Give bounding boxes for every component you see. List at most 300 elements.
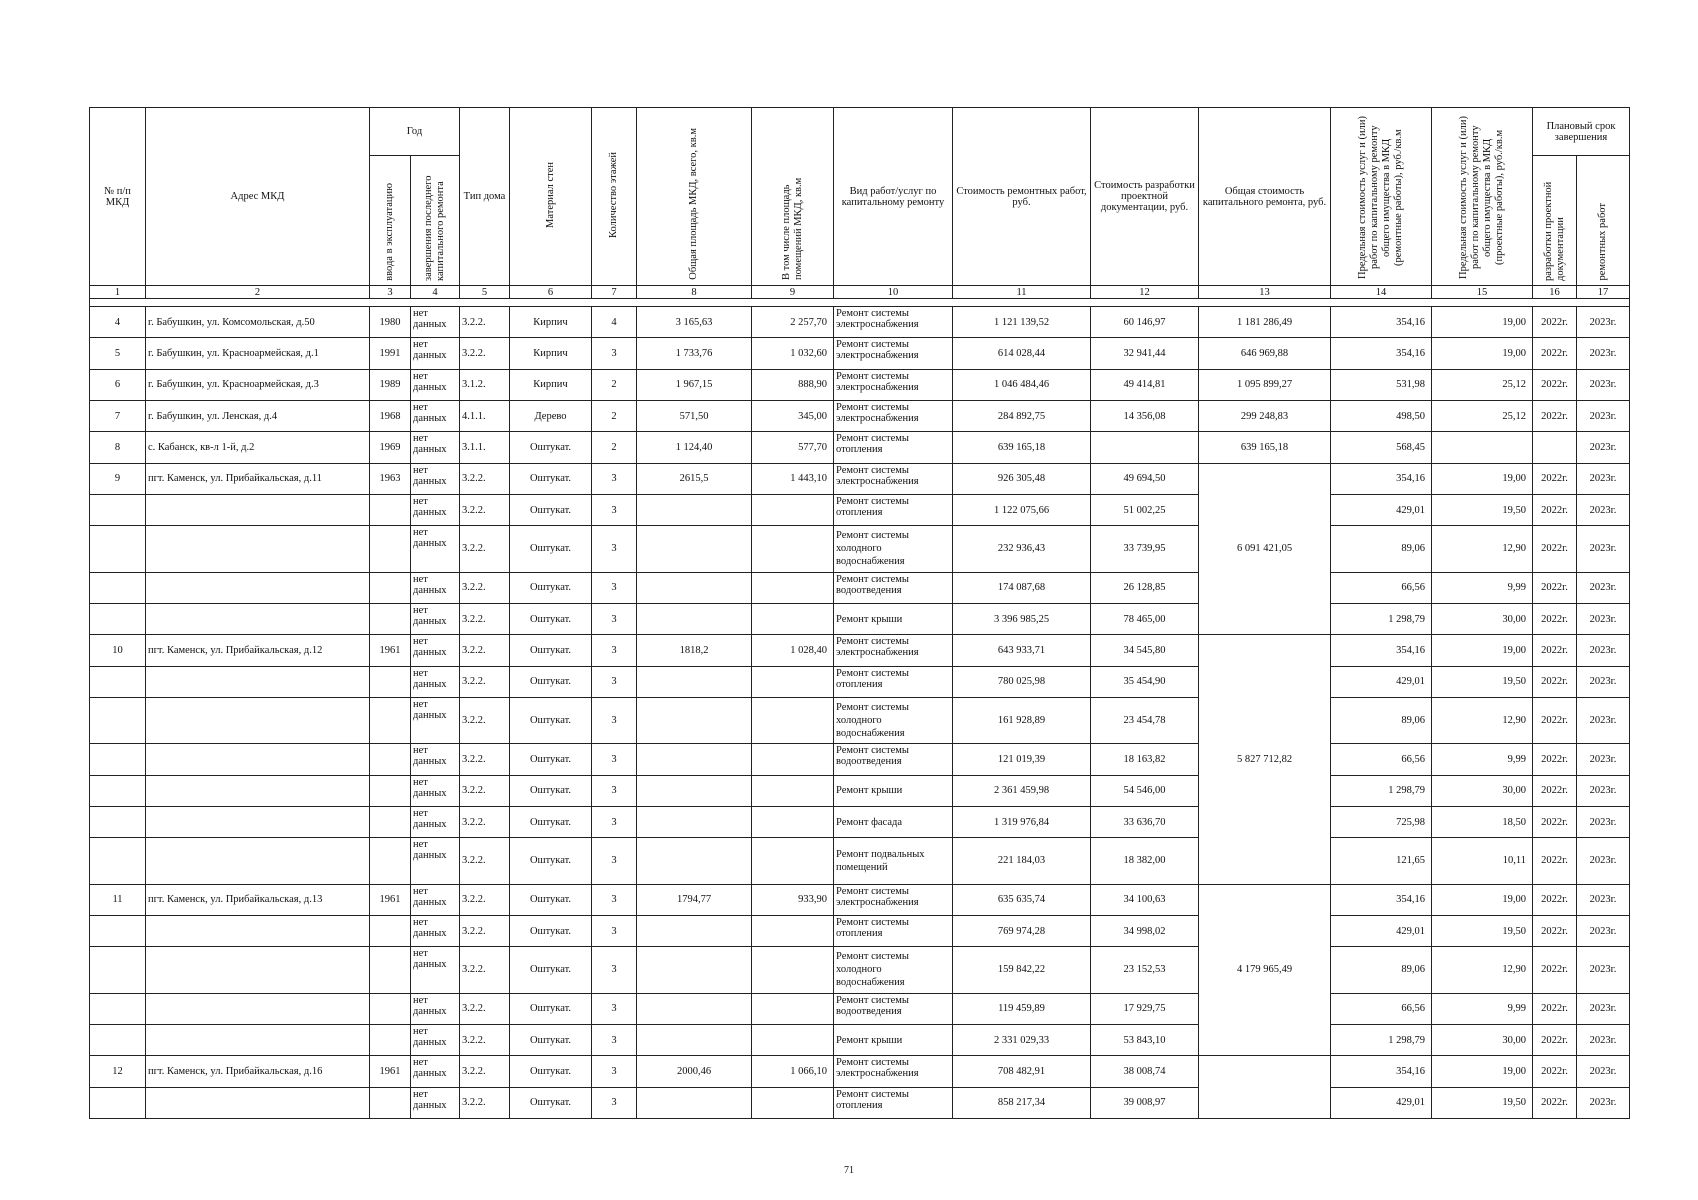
repair-cost-cell: 769 974,28 bbox=[953, 915, 1091, 946]
address-cell: с. Кабанск, кв-л 1-й, д.2 bbox=[146, 432, 370, 463]
limit-repair-cell: 354,16 bbox=[1331, 635, 1432, 666]
house-type-cell: 3.2.2. bbox=[460, 915, 510, 946]
plan-design-cell: 2022г. bbox=[1533, 993, 1577, 1024]
repair-cost-cell: 161 928,89 bbox=[953, 697, 1091, 743]
repair-cost-cell: 121 019,39 bbox=[953, 744, 1091, 775]
floors-cell: 3 bbox=[592, 806, 637, 837]
plan-repair-cell: 2023г. bbox=[1577, 463, 1630, 494]
table-row bbox=[90, 915, 1630, 946]
plan-repair-cell: 2023г. bbox=[1577, 697, 1630, 743]
column-number: 6 bbox=[510, 286, 592, 299]
year-commission-cell: 1961 bbox=[370, 1056, 411, 1087]
plan-repair-cell: 2023г. bbox=[1577, 1087, 1630, 1118]
plan-repair-cell: 2023г. bbox=[1577, 884, 1630, 915]
year-commission-cell: 1961 bbox=[370, 884, 411, 915]
house-type-cell: 3.2.2. bbox=[460, 744, 510, 775]
header-house-type: Тип дома bbox=[460, 108, 510, 286]
repair-cost-cell: 635 635,74 bbox=[953, 884, 1091, 915]
header-total-area: Общая площадь МКД, всего, кв.м bbox=[637, 108, 752, 286]
year-commission-cell: 1963 bbox=[370, 463, 411, 494]
year-last-repair-cell: нет данных bbox=[411, 744, 460, 775]
limit-design-cell bbox=[1432, 432, 1533, 463]
total-area-cell: 2615,5 bbox=[637, 463, 752, 494]
header-year-commission: ввода в эксплуатацию bbox=[370, 156, 411, 286]
design-cost-cell: 33 636,70 bbox=[1091, 806, 1199, 837]
plan-design-cell: 2022г. bbox=[1533, 1056, 1577, 1087]
plan-design-cell: 2022г. bbox=[1533, 603, 1577, 634]
design-cost-cell: 34 998,02 bbox=[1091, 915, 1199, 946]
column-number: 12 bbox=[1091, 286, 1199, 299]
limit-design-cell: 25,12 bbox=[1432, 369, 1533, 400]
table-row bbox=[90, 993, 1630, 1024]
column-number-row bbox=[90, 286, 1630, 299]
column-number: 8 bbox=[637, 286, 752, 299]
design-cost-cell: 60 146,97 bbox=[1091, 307, 1199, 338]
premises-area-cell: 1 028,40 bbox=[752, 635, 834, 666]
limit-repair-cell: 66,56 bbox=[1331, 572, 1432, 603]
row-number bbox=[90, 697, 146, 743]
wall-material-cell: Оштукат. bbox=[510, 1087, 592, 1118]
house-type-cell: 3.2.2. bbox=[460, 838, 510, 884]
header-premises-area: В том числе площадь помещений МКД, кв.м bbox=[752, 108, 834, 286]
year-commission-cell bbox=[370, 744, 411, 775]
limit-repair-cell: 66,56 bbox=[1331, 993, 1432, 1024]
limit-design-cell: 19,00 bbox=[1432, 1056, 1533, 1087]
column-number: 10 bbox=[834, 286, 953, 299]
premises-area-cell bbox=[752, 915, 834, 946]
table-row bbox=[90, 400, 1630, 431]
total-area-cell: 1 124,40 bbox=[637, 432, 752, 463]
house-type-cell: 3.2.2. bbox=[460, 775, 510, 806]
address-cell: г. Бабушкин, ул. Красноармейская, д.1 bbox=[146, 338, 370, 369]
wall-material-cell: Оштукат. bbox=[510, 494, 592, 525]
table-row bbox=[90, 603, 1630, 634]
column-number: 13 bbox=[1199, 286, 1331, 299]
total-cost-cell bbox=[1199, 1056, 1331, 1119]
repair-cost-cell: 232 936,43 bbox=[953, 526, 1091, 572]
premises-area-cell bbox=[752, 603, 834, 634]
floors-cell: 2 bbox=[592, 400, 637, 431]
repair-cost-cell: 643 933,71 bbox=[953, 635, 1091, 666]
total-area-cell bbox=[637, 775, 752, 806]
design-cost-cell: 32 941,44 bbox=[1091, 338, 1199, 369]
floors-cell: 3 bbox=[592, 947, 637, 993]
year-last-repair-cell: нет данных bbox=[411, 993, 460, 1024]
table-row bbox=[90, 369, 1630, 400]
plan-design-cell: 2022г. bbox=[1533, 1025, 1577, 1056]
work-type-cell: Ремонт системы водоотведения bbox=[834, 993, 953, 1024]
floors-cell: 3 bbox=[592, 884, 637, 915]
wall-material-cell: Оштукат. bbox=[510, 635, 592, 666]
design-cost-cell: 39 008,97 bbox=[1091, 1087, 1199, 1118]
header-year: Год bbox=[370, 108, 460, 156]
table-row bbox=[90, 307, 1630, 338]
year-last-repair-cell: нет данных bbox=[411, 635, 460, 666]
premises-area-cell bbox=[752, 572, 834, 603]
house-type-cell: 3.2.2. bbox=[460, 463, 510, 494]
limit-design-cell: 19,00 bbox=[1432, 463, 1533, 494]
premises-area-cell bbox=[752, 838, 834, 884]
limit-repair-cell: 354,16 bbox=[1331, 1056, 1432, 1087]
total-area-cell bbox=[637, 947, 752, 993]
repair-cost-cell: 174 087,68 bbox=[953, 572, 1091, 603]
total-cost-cell: 4 179 965,49 bbox=[1199, 884, 1331, 1056]
wall-material-cell: Кирпич bbox=[510, 338, 592, 369]
work-type-cell: Ремонт системы водоотведения bbox=[834, 572, 953, 603]
plan-repair-cell: 2023г. bbox=[1577, 338, 1630, 369]
address-cell bbox=[146, 603, 370, 634]
repair-cost-cell: 1 122 075,66 bbox=[953, 494, 1091, 525]
work-type-cell: Ремонт крыши bbox=[834, 603, 953, 634]
premises-area-cell: 345,00 bbox=[752, 400, 834, 431]
year-commission-cell bbox=[370, 494, 411, 525]
premises-area-cell bbox=[752, 666, 834, 697]
work-type-cell: Ремонт крыши bbox=[834, 775, 953, 806]
wall-material-cell: Оштукат. bbox=[510, 806, 592, 837]
plan-design-cell: 2022г. bbox=[1533, 947, 1577, 993]
year-last-repair-cell: нет данных bbox=[411, 884, 460, 915]
house-type-cell: 3.2.2. bbox=[460, 1087, 510, 1118]
row-number: 5 bbox=[90, 338, 146, 369]
house-type-cell: 3.2.2. bbox=[460, 697, 510, 743]
total-area-cell: 1 967,15 bbox=[637, 369, 752, 400]
total-area-cell: 1794,77 bbox=[637, 884, 752, 915]
total-cost-cell: 646 969,88 bbox=[1199, 338, 1331, 369]
table-row bbox=[90, 666, 1630, 697]
row-number bbox=[90, 494, 146, 525]
table-row bbox=[90, 1056, 1630, 1087]
total-area-cell bbox=[637, 1087, 752, 1118]
house-type-cell: 3.2.2. bbox=[460, 307, 510, 338]
work-type-cell: Ремонт системы отопления bbox=[834, 494, 953, 525]
house-type-cell: 3.2.2. bbox=[460, 338, 510, 369]
row-number bbox=[90, 1025, 146, 1056]
repair-cost-cell: 1 046 484,46 bbox=[953, 369, 1091, 400]
plan-design-cell: 2022г. bbox=[1533, 463, 1577, 494]
row-number: 12 bbox=[90, 1056, 146, 1087]
year-last-repair-cell: нет данных bbox=[411, 775, 460, 806]
header-total-cost: Общая стоимость капитального ремонта, руб. bbox=[1199, 108, 1331, 286]
wall-material-cell: Оштукат. bbox=[510, 666, 592, 697]
limit-design-cell: 30,00 bbox=[1432, 603, 1533, 634]
year-last-repair-cell: нет данных bbox=[411, 1056, 460, 1087]
repair-cost-cell: 3 396 985,25 bbox=[953, 603, 1091, 634]
address-cell: г. Бабушкин, ул. Красноармейская, д.3 bbox=[146, 369, 370, 400]
total-area-cell bbox=[637, 603, 752, 634]
wall-material-cell: Оштукат. bbox=[510, 993, 592, 1024]
limit-design-cell: 10,11 bbox=[1432, 838, 1533, 884]
year-commission-cell bbox=[370, 1087, 411, 1118]
row-number: 7 bbox=[90, 400, 146, 431]
limit-design-cell: 30,00 bbox=[1432, 775, 1533, 806]
column-number: 16 bbox=[1533, 286, 1577, 299]
wall-material-cell: Оштукат. bbox=[510, 432, 592, 463]
floors-cell: 3 bbox=[592, 635, 637, 666]
year-last-repair-cell: нет данных bbox=[411, 697, 460, 743]
row-number: 10 bbox=[90, 635, 146, 666]
premises-area-cell: 888,90 bbox=[752, 369, 834, 400]
table-row bbox=[90, 806, 1630, 837]
house-type-cell: 3.1.1. bbox=[460, 432, 510, 463]
premises-area-cell bbox=[752, 775, 834, 806]
limit-repair-cell: 498,50 bbox=[1331, 400, 1432, 431]
address-cell bbox=[146, 775, 370, 806]
plan-repair-cell: 2023г. bbox=[1577, 947, 1630, 993]
row-number: 6 bbox=[90, 369, 146, 400]
floors-cell: 3 bbox=[592, 1025, 637, 1056]
house-type-cell: 3.2.2. bbox=[460, 806, 510, 837]
premises-area-cell bbox=[752, 494, 834, 525]
premises-area-cell bbox=[752, 1025, 834, 1056]
row-number: 4 bbox=[90, 307, 146, 338]
plan-design-cell: 2022г. bbox=[1533, 838, 1577, 884]
design-cost-cell: 18 382,00 bbox=[1091, 838, 1199, 884]
house-type-cell: 3.2.2. bbox=[460, 1056, 510, 1087]
address-cell bbox=[146, 838, 370, 884]
limit-design-cell: 9,99 bbox=[1432, 572, 1533, 603]
work-type-cell: Ремонт системы электроснабжения bbox=[834, 635, 953, 666]
plan-design-cell: 2022г. bbox=[1533, 400, 1577, 431]
column-number: 3 bbox=[370, 286, 411, 299]
premises-area-cell bbox=[752, 697, 834, 743]
limit-repair-cell: 1 298,79 bbox=[1331, 775, 1432, 806]
total-area-cell bbox=[637, 572, 752, 603]
house-type-cell: 3.2.2. bbox=[460, 603, 510, 634]
floors-cell: 3 bbox=[592, 526, 637, 572]
header-limit-design: Предельная стоимость услуг и (или) работ по капитальному ремонту общего имущества в МКД (проектные работы), руб./кв.м bbox=[1432, 108, 1533, 286]
premises-area-cell bbox=[752, 806, 834, 837]
plan-design-cell: 2022г. bbox=[1533, 307, 1577, 338]
plan-design-cell: 2022г. bbox=[1533, 1087, 1577, 1118]
table-row bbox=[90, 775, 1630, 806]
page-number: 71 bbox=[844, 1165, 854, 1176]
design-cost-cell: 33 739,95 bbox=[1091, 526, 1199, 572]
column-number: 9 bbox=[752, 286, 834, 299]
limit-design-cell: 19,00 bbox=[1432, 635, 1533, 666]
floors-cell: 3 bbox=[592, 338, 637, 369]
total-area-cell bbox=[637, 1025, 752, 1056]
table-row bbox=[90, 463, 1630, 494]
house-type-cell: 3.2.2. bbox=[460, 572, 510, 603]
header-plan-term: Плановый срок завершения bbox=[1533, 108, 1630, 156]
total-area-cell bbox=[637, 744, 752, 775]
row-number: 11 bbox=[90, 884, 146, 915]
total-area-cell: 2000,46 bbox=[637, 1056, 752, 1087]
table-row bbox=[90, 338, 1630, 369]
work-type-cell: Ремонт системы холодного водоснабжения bbox=[834, 947, 953, 993]
premises-area-cell bbox=[752, 526, 834, 572]
year-commission-cell bbox=[370, 697, 411, 743]
plan-repair-cell: 2023г. bbox=[1577, 775, 1630, 806]
plan-repair-cell: 2023г. bbox=[1577, 369, 1630, 400]
header-year-last-repair: завершения последнего капитального ремонта bbox=[411, 156, 460, 286]
column-number: 1 bbox=[90, 286, 146, 299]
house-type-cell: 3.1.2. bbox=[460, 369, 510, 400]
total-area-cell: 571,50 bbox=[637, 400, 752, 431]
repair-cost-cell: 119 459,89 bbox=[953, 993, 1091, 1024]
floors-cell: 3 bbox=[592, 838, 637, 884]
floors-cell: 3 bbox=[592, 666, 637, 697]
row-number bbox=[90, 947, 146, 993]
plan-repair-cell: 2023г. bbox=[1577, 1056, 1630, 1087]
work-type-cell: Ремонт системы электроснабжения bbox=[834, 400, 953, 431]
wall-material-cell: Оштукат. bbox=[510, 838, 592, 884]
limit-repair-cell: 89,06 bbox=[1331, 526, 1432, 572]
limit-repair-cell: 1 298,79 bbox=[1331, 603, 1432, 634]
year-last-repair-cell: нет данных bbox=[411, 400, 460, 431]
wall-material-cell: Оштукат. bbox=[510, 697, 592, 743]
plan-repair-cell: 2023г. bbox=[1577, 993, 1630, 1024]
year-commission-cell bbox=[370, 1025, 411, 1056]
repair-cost-cell: 614 028,44 bbox=[953, 338, 1091, 369]
design-cost-cell: 49 694,50 bbox=[1091, 463, 1199, 494]
total-area-cell bbox=[637, 697, 752, 743]
design-cost-cell: 54 546,00 bbox=[1091, 775, 1199, 806]
plan-repair-cell: 2023г. bbox=[1577, 744, 1630, 775]
plan-design-cell: 2022г. bbox=[1533, 744, 1577, 775]
year-commission-cell bbox=[370, 915, 411, 946]
repair-cost-cell: 1 319 976,84 bbox=[953, 806, 1091, 837]
table-row bbox=[90, 697, 1630, 743]
floors-cell: 3 bbox=[592, 1056, 637, 1087]
wall-material-cell: Оштукат. bbox=[510, 463, 592, 494]
repair-cost-cell: 858 217,34 bbox=[953, 1087, 1091, 1118]
header-address: Адрес МКД bbox=[146, 108, 370, 286]
address-cell: пгт. Каменск, ул. Прибайкальская, д.16 bbox=[146, 1056, 370, 1087]
limit-repair-cell: 354,16 bbox=[1331, 884, 1432, 915]
floors-cell: 3 bbox=[592, 463, 637, 494]
year-commission-cell bbox=[370, 993, 411, 1024]
plan-repair-cell: 2023г. bbox=[1577, 915, 1630, 946]
table-row bbox=[90, 947, 1630, 993]
design-cost-cell: 23 454,78 bbox=[1091, 697, 1199, 743]
year-commission-cell bbox=[370, 838, 411, 884]
year-last-repair-cell: нет данных bbox=[411, 1025, 460, 1056]
limit-repair-cell: 429,01 bbox=[1331, 494, 1432, 525]
house-type-cell: 3.2.2. bbox=[460, 993, 510, 1024]
plan-repair-cell: 2023г. bbox=[1577, 526, 1630, 572]
year-commission-cell: 1991 bbox=[370, 338, 411, 369]
year-commission-cell bbox=[370, 526, 411, 572]
work-type-cell: Ремонт системы отопления bbox=[834, 1087, 953, 1118]
year-last-repair-cell: нет данных bbox=[411, 666, 460, 697]
header-num: № п/п МКД bbox=[90, 108, 146, 286]
plan-repair-cell: 2023г. bbox=[1577, 806, 1630, 837]
address-cell: пгт. Каменск, ул. Прибайкальская, д.13 bbox=[146, 884, 370, 915]
premises-area-cell: 1 066,10 bbox=[752, 1056, 834, 1087]
limit-repair-cell: 354,16 bbox=[1331, 307, 1432, 338]
plan-repair-cell: 2023г. bbox=[1577, 635, 1630, 666]
year-last-repair-cell: нет данных bbox=[411, 338, 460, 369]
column-number: 11 bbox=[953, 286, 1091, 299]
address-cell bbox=[146, 666, 370, 697]
column-number: 4 bbox=[411, 286, 460, 299]
work-type-cell: Ремонт подвальных помещений bbox=[834, 838, 953, 884]
limit-repair-cell: 354,16 bbox=[1331, 463, 1432, 494]
header-work-type: Вид работ/услуг по капитальному ремонту bbox=[834, 108, 953, 286]
year-last-repair-cell: нет данных bbox=[411, 572, 460, 603]
table-row bbox=[90, 494, 1630, 525]
plan-repair-cell: 2023г. bbox=[1577, 572, 1630, 603]
header-limit-repair: Предельная стоимость услуг и (или) работ по капитальному ремонту общего имущества в МКД (ремонтные работы), руб./кв.м bbox=[1331, 108, 1432, 286]
plan-design-cell: 2022г. bbox=[1533, 915, 1577, 946]
limit-repair-cell: 531,98 bbox=[1331, 369, 1432, 400]
premises-area-cell: 577,70 bbox=[752, 432, 834, 463]
year-commission-cell: 1961 bbox=[370, 635, 411, 666]
limit-repair-cell: 89,06 bbox=[1331, 697, 1432, 743]
year-commission-cell: 1969 bbox=[370, 432, 411, 463]
address-cell: пгт. Каменск, ул. Прибайкальская, д.12 bbox=[146, 635, 370, 666]
wall-material-cell: Кирпич bbox=[510, 369, 592, 400]
address-cell bbox=[146, 1087, 370, 1118]
table-row bbox=[90, 1087, 1630, 1118]
floors-cell: 3 bbox=[592, 915, 637, 946]
design-cost-cell: 14 356,08 bbox=[1091, 400, 1199, 431]
premises-area-cell bbox=[752, 993, 834, 1024]
work-type-cell: Ремонт системы водоотведения bbox=[834, 744, 953, 775]
total-cost-cell: 6 091 421,05 bbox=[1199, 463, 1331, 635]
design-cost-cell: 38 008,74 bbox=[1091, 1056, 1199, 1087]
address-cell: г. Бабушкин, ул. Комсомольская, д.50 bbox=[146, 307, 370, 338]
year-last-repair-cell: нет данных bbox=[411, 432, 460, 463]
year-last-repair-cell: нет данных bbox=[411, 838, 460, 884]
design-cost-cell: 34 545,80 bbox=[1091, 635, 1199, 666]
plan-design-cell: 2022г. bbox=[1533, 666, 1577, 697]
work-type-cell: Ремонт системы холодного водоснабжения bbox=[834, 697, 953, 743]
limit-design-cell: 19,50 bbox=[1432, 666, 1533, 697]
header-floors: Количество этажей bbox=[592, 108, 637, 286]
wall-material-cell: Оштукат. bbox=[510, 603, 592, 634]
total-area-cell bbox=[637, 526, 752, 572]
floors-cell: 4 bbox=[592, 307, 637, 338]
year-commission-cell: 1980 bbox=[370, 307, 411, 338]
plan-design-cell: 2022г. bbox=[1533, 806, 1577, 837]
row-number bbox=[90, 744, 146, 775]
row-number bbox=[90, 993, 146, 1024]
work-type-cell: Ремонт системы холодного водоснабжения bbox=[834, 526, 953, 572]
header-plan-repair: ремонтных работ bbox=[1577, 156, 1630, 286]
plan-design-cell: 2022г. bbox=[1533, 635, 1577, 666]
wall-material-cell: Оштукат. bbox=[510, 1025, 592, 1056]
table-row bbox=[90, 635, 1630, 666]
limit-design-cell: 19,50 bbox=[1432, 494, 1533, 525]
address-cell bbox=[146, 526, 370, 572]
repair-cost-cell: 284 892,75 bbox=[953, 400, 1091, 431]
design-cost-cell: 23 152,53 bbox=[1091, 947, 1199, 993]
column-number: 2 bbox=[146, 286, 370, 299]
design-cost-cell: 51 002,25 bbox=[1091, 494, 1199, 525]
column-number: 15 bbox=[1432, 286, 1533, 299]
row-number bbox=[90, 526, 146, 572]
plan-repair-cell: 2023г. bbox=[1577, 307, 1630, 338]
limit-design-cell: 19,00 bbox=[1432, 338, 1533, 369]
house-type-cell: 3.2.2. bbox=[460, 526, 510, 572]
header-plan-design: разработки проектной документации bbox=[1533, 156, 1577, 286]
year-commission-cell bbox=[370, 806, 411, 837]
wall-material-cell: Дерево bbox=[510, 400, 592, 431]
floors-cell: 3 bbox=[592, 775, 637, 806]
repair-cost-cell: 1 121 139,52 bbox=[953, 307, 1091, 338]
plan-design-cell: 2022г. bbox=[1533, 338, 1577, 369]
header-repair-cost: Стоимость ремонтных работ, руб. bbox=[953, 108, 1091, 286]
house-type-cell: 3.2.2. bbox=[460, 494, 510, 525]
design-cost-cell: 26 128,85 bbox=[1091, 572, 1199, 603]
row-number bbox=[90, 1087, 146, 1118]
total-area-cell: 1 733,76 bbox=[637, 338, 752, 369]
total-area-cell bbox=[637, 494, 752, 525]
limit-repair-cell: 725,98 bbox=[1331, 806, 1432, 837]
work-type-cell: Ремонт крыши bbox=[834, 1025, 953, 1056]
